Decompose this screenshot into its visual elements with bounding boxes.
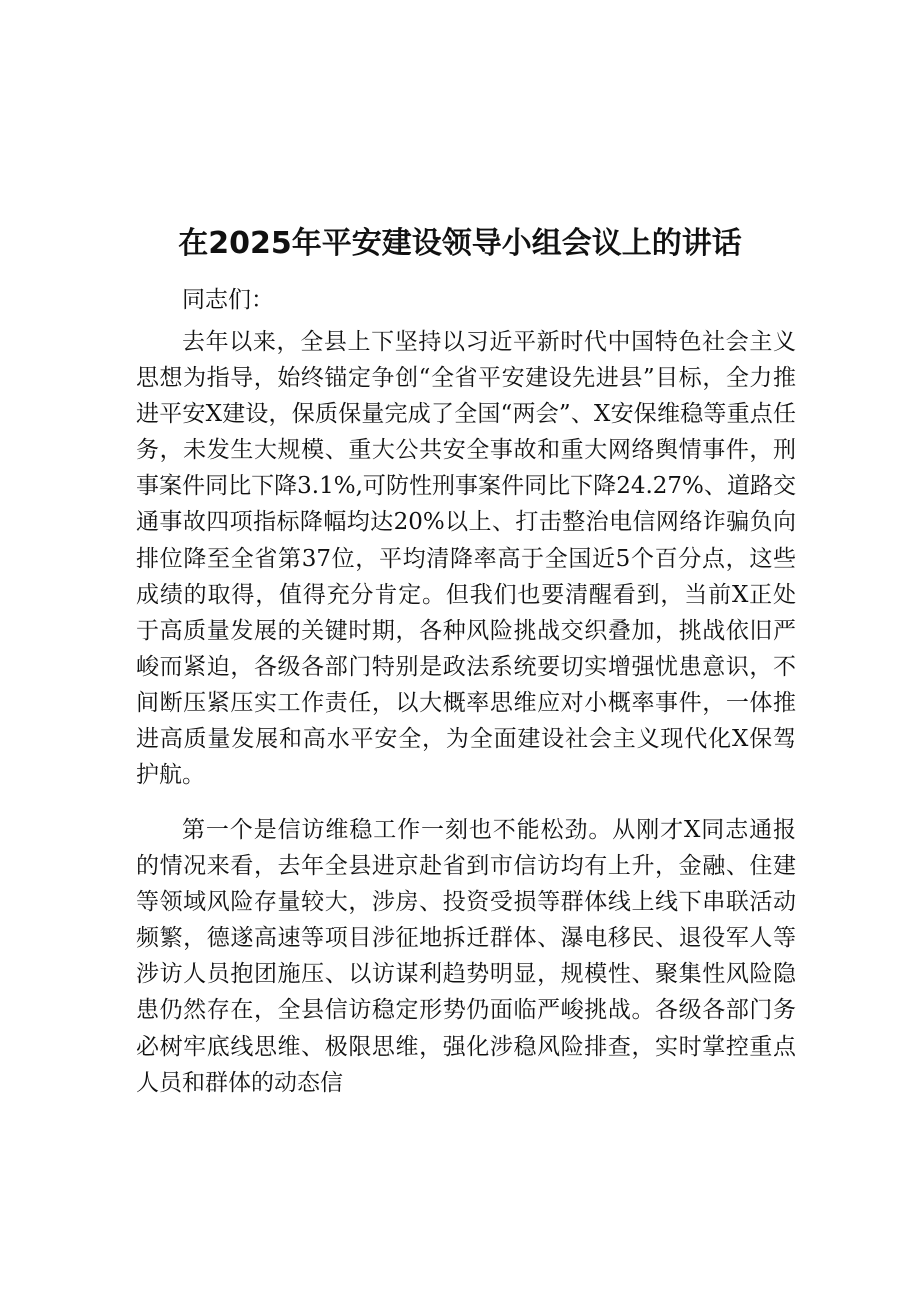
salutation: 同志们：: [182, 287, 274, 313]
paragraph-2: 第一个是信访维稳工作一刻也不能松劲。从刚才X同志通报的情况来看，去年全县进京赴省到市信访均有上升，金融、住建等领域风险存量较大，涉房、投资受损等群体线上线下串联活动频繁，德遂高速等项目涉征地拆迁群体、瀑电移民、退役军人等涉访人员抱团施压、以访谋利趋势明显，规模性、聚集性风险隐患仍然存在，全县信访稳定形势仍面临严峻挑战。各级各部门务必树牢底线思维、极限思维，强化涉稳风险排查，实时掌控重点人员和群体的动态信: [136, 817, 796, 1096]
document-title: 在2025年平安建设领导小组会议上的讲话: [178, 226, 742, 261]
paragraph-1: 去年以来，全县上下坚持以习近平新时代中国特色社会主义思想为指导，始终锚定争创“全省平安建设先进县”目标，全力推进平安X建设，保质保量完成了全国“两会”、X安保维稳等重点任务，未发生大规模、重大公共安全事故和重大网络舆情事件，刑事案件同比下降3.1%,可防性刑事案件同比下降24.27%、道路交通事故四项指标降幅均达20%以上、打击整治电信网络诈骗负向排位降至全省第37位，平均清降率高于全国近5个百分点，这些成绩的取得，值得充分肯定。但我们也要清醒看到，当前X正处于高质量发展的关键时期，各种风险挑战交织叠加，挑战依旧严峻而紧迫，各级各部门特别是政法系统要切实增强忧患意识，不间断压紧压实工作责任，以大概率思维应对小概率事件，一体推进高质量发展和高水平安全，为全面建设社会主义现代化X保驾护航。: [136, 329, 796, 789]
